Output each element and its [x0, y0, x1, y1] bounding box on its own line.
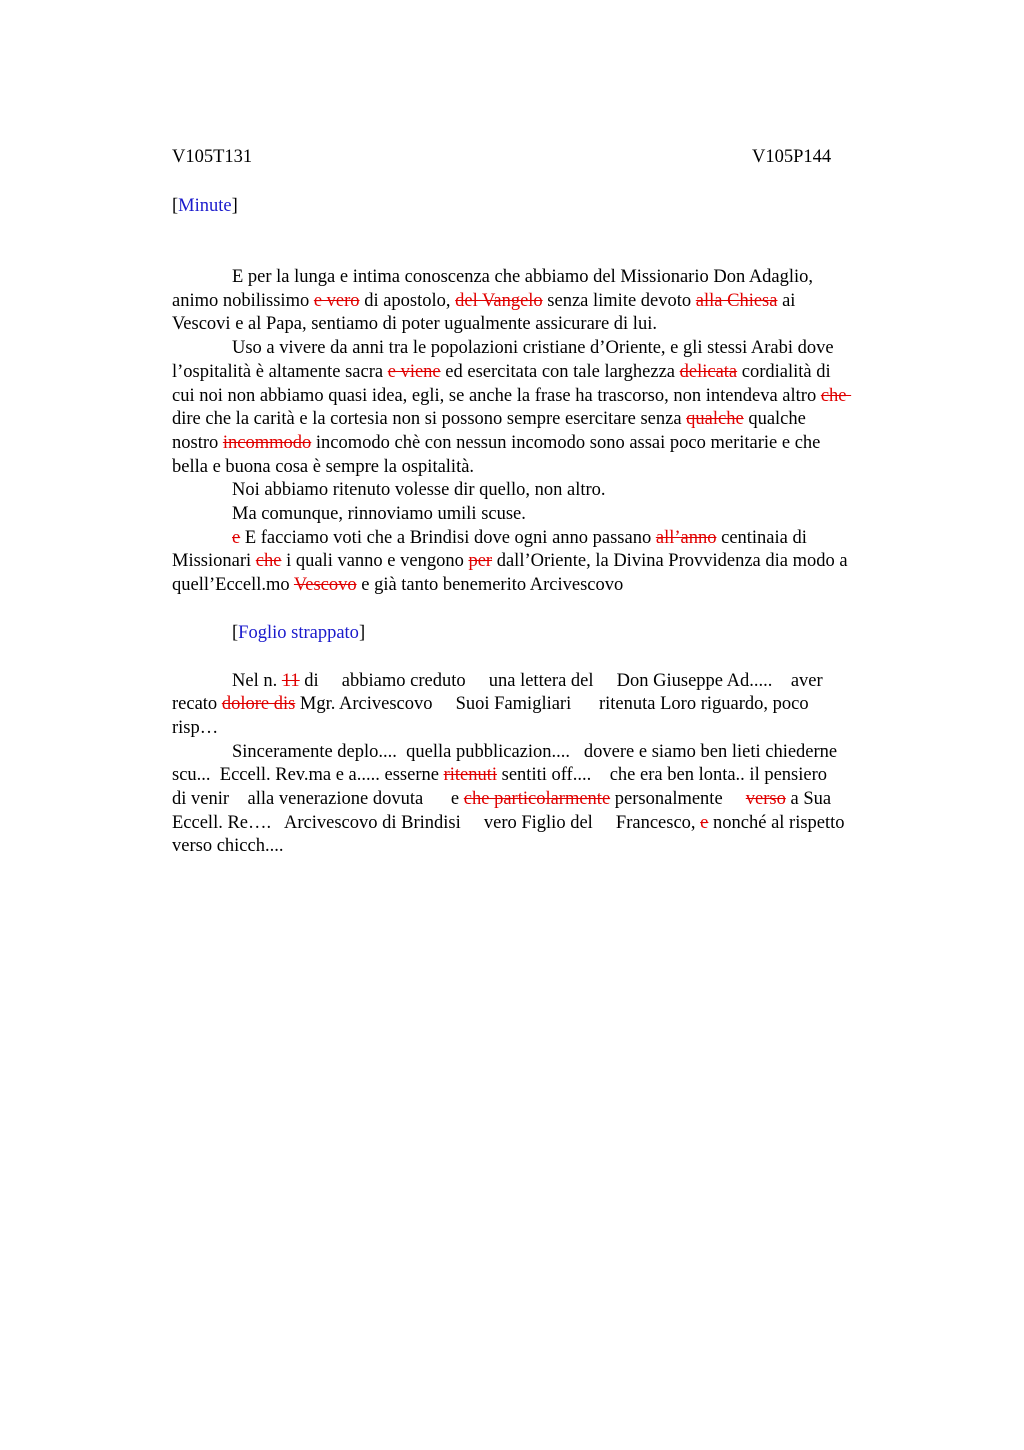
text-segment: senza limite devoto — [542, 290, 696, 311]
paragraph — [172, 337, 932, 479]
paragraph — [172, 266, 932, 337]
paragraph — [172, 741, 932, 860]
struck-text: qualche — [686, 409, 744, 430]
struck-text: dolore dis — [221, 694, 296, 715]
text-segment: E per la lunga e intima conoscenza che abbiamo del Missionario Don Adaglio, animo nobilissimo — [172, 267, 814, 311]
document-header — [172, 146, 932, 170]
volume-reference-left: V105T131 — [172, 147, 253, 167]
text-segment: ai Vescovi e al Papa, sentiamo di poter ugualmente assicurare di lui. — [172, 290, 796, 335]
struck-text: verso — [745, 789, 786, 810]
struck-text: incommodo — [222, 432, 312, 453]
text-segment: Nel n. — [232, 670, 282, 691]
minute-label: Minute — [178, 196, 232, 216]
torn-fragment-body — [172, 670, 932, 860]
struck-text: delicata — [679, 361, 738, 382]
struck-text: per — [468, 551, 493, 572]
text-segment: cordialità di cui noi non abbiamo quasi idea, egli, se anche la frase ha trascorso, non intendeva altro — [172, 361, 831, 406]
text-segment: qualche nostro — [172, 409, 806, 453]
text-segment: Sinceramente deplo.... quella pubblicazion.... dovere e siamo ben lieti chiederne scu... Eccell. Rev.ma e a..... esserne — [172, 741, 838, 786]
document-page — [172, 146, 932, 859]
text-segment: e già tanto benemerito Arcivescovo — [356, 575, 624, 596]
text-segment: centinaia di Missionari — [172, 527, 807, 572]
text-segment: Noi abbiamo ritenuto volesse dir quello, non altro. — [232, 480, 606, 501]
struck-text: e — [700, 812, 709, 833]
text-segment: dire che la carità e la cortesia non si possono sempre esercitare senza — [172, 409, 682, 430]
text-segment: a Sua Eccell. Re…. Arcivescovo di Brindisi vero Figlio del Francesco, — [172, 789, 832, 833]
text-segment: di apostolo, — [359, 290, 456, 311]
struck-text: alla Chiesa — [695, 290, 778, 311]
text-segment: Ma comunque, rinnoviamo umili scuse. — [232, 504, 526, 525]
volume-reference-right: V105P144 — [752, 147, 832, 167]
text-segment: Uso a vivere da anni tra le popolazioni cristiane d’Oriente, e gli stessi Arabi dove l’ospitalità è altamente sacra — [172, 338, 834, 382]
paragraph — [172, 527, 932, 598]
text-segment: Mgr. Arcivescovo Suoi Famigliari ritenuta Loro riguardo, poco risp… — [172, 694, 809, 738]
text-segment: personalmente — [610, 789, 746, 810]
text-segment: dall’Oriente, la Divina Provvidenza dia modo a quell’Eccell.mo — [172, 551, 848, 596]
struck-text: del Vangelo — [455, 290, 543, 311]
struck-text: che particolarmente — [463, 789, 611, 810]
letter-body — [172, 266, 932, 598]
paragraph — [172, 670, 932, 741]
text-segment: E facciamo voti che a Brindisi dove ogni anno passano — [240, 527, 656, 548]
editorial-note-minute: [Minute] — [172, 196, 238, 216]
text-segment: ed esercitata con tale larghezza — [440, 361, 680, 382]
struck-text: Vescovo — [293, 575, 357, 596]
struck-text: che — [255, 551, 282, 572]
text-segment: sentiti off.... che era ben lonta.. il pensiero di venir alla venerazione dovuta e — [172, 765, 828, 810]
text-segment: incomodo chè con nessun incomodo sono assai poco meritarie e che bella e buona cosa è sempre la ospitalità. — [172, 432, 821, 477]
text-segment: di abbiamo creduto una lettera del Don Giuseppe Ad..... aver recato — [172, 670, 823, 715]
editorial-note-torn: [Foglio strappato] — [232, 622, 366, 643]
text-segment: i quali vanno e vengono — [281, 551, 469, 572]
struck-text: e — [232, 527, 241, 548]
struck-text: e viene — [387, 361, 441, 382]
struck-text: all’anno — [655, 527, 717, 548]
text-segment: nonché al rispetto verso chicch.... — [172, 812, 845, 857]
struck-text: 11 — [281, 670, 300, 691]
paragraph — [172, 479, 932, 503]
struck-text: e vero — [313, 290, 360, 311]
torn-sheet-label: Foglio strappato — [238, 622, 359, 643]
struck-text: ritenuti — [443, 765, 498, 786]
struck-text: che — [820, 385, 852, 406]
paragraph — [172, 503, 932, 527]
